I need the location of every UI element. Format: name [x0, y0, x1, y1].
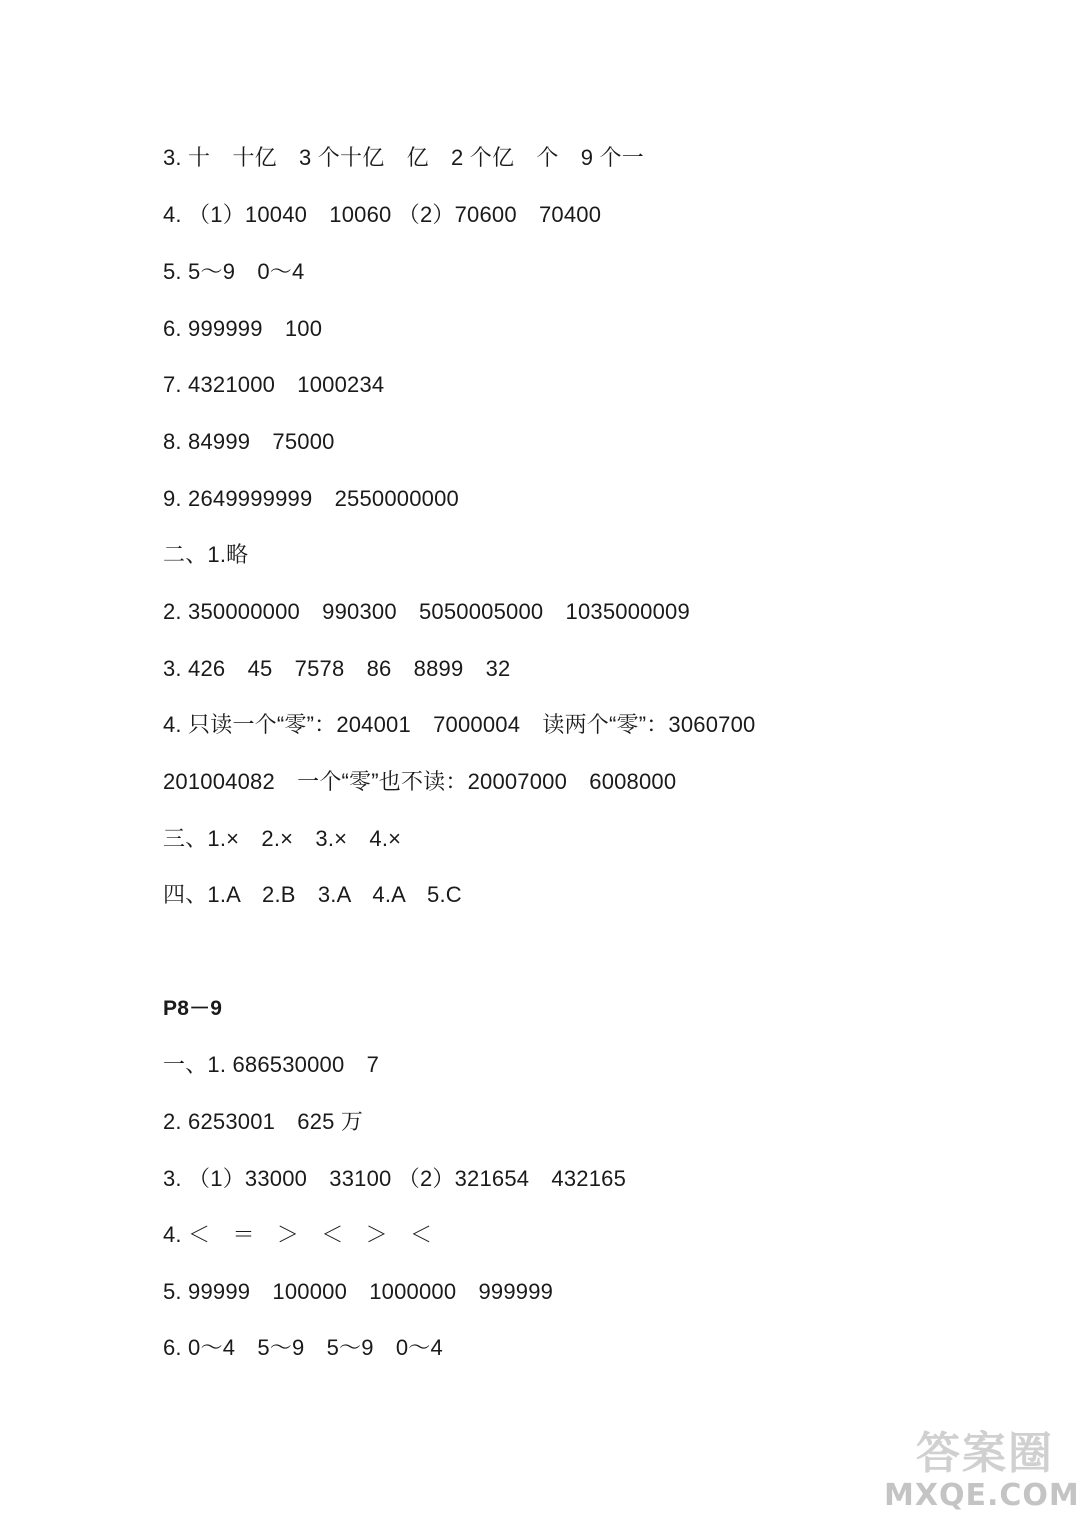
answer-line: 5. 99999 100000 1000000 999999: [163, 1279, 554, 1304]
answer-line: 四、1.A 2.B 3.A 4.A 5.C: [163, 882, 462, 907]
answer-line: 一、1. 686530000 7: [163, 1052, 380, 1077]
answer-line: 4. 只读一个“零”：204001 7000004 读两个“零”：3060700: [163, 712, 756, 737]
answer-line: 4. （1）10040 10060 （2）70600 70400: [163, 202, 602, 227]
answer-line: 2. 350000000 990300 5050005000 1035000009: [163, 599, 690, 624]
watermark-bottom-text: MXQE.COM: [884, 1478, 1080, 1513]
answer-line: 201004082 一个“零”也不读：20007000 6008000: [163, 769, 677, 794]
answer-line: 3. （1）33000 33100 （2）321654 432165: [163, 1166, 627, 1191]
answer-line: 6. 0～4 5～9 5～9 0～4: [163, 1335, 443, 1360]
answer-line: 5. 5～9 0～4: [163, 259, 305, 284]
answer-line: 三、1.× 2.× 3.× 4.×: [163, 826, 402, 851]
answer-line: 3. 426 45 7578 86 8899 32: [163, 656, 511, 681]
answer-line: 8. 84999 75000: [163, 429, 335, 454]
watermark-logo: [884, 1428, 1080, 1521]
answer-line: 9. 2649999999 2550000000: [163, 486, 459, 511]
answer-line: 7. 4321000 1000234: [163, 372, 385, 397]
answer-line: 3. 十 十亿 3 个十亿 亿 2 个亿 个 9 个一: [163, 145, 644, 170]
answer-line: 6. 999999 100: [163, 316, 323, 341]
answer-line: 二、1.略: [163, 542, 249, 567]
answer-line: 4. ＜ ＝ ＞ ＜ ＞ ＜: [163, 1222, 433, 1247]
answer-line: 2. 6253001 625 万: [163, 1109, 364, 1134]
watermark-top-text: 答案圈: [916, 1428, 1054, 1479]
section-heading: P8－9: [163, 997, 223, 1020]
